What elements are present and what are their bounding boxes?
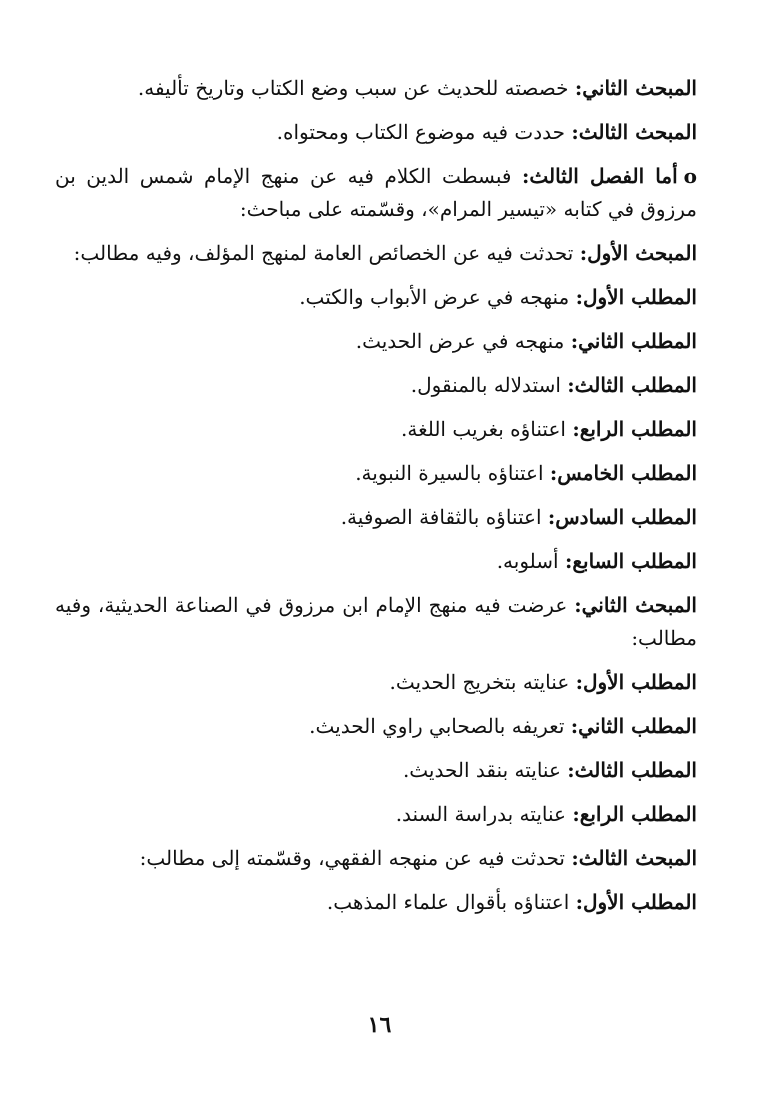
subsection-item bbox=[55, 798, 697, 831]
page-number: ١٦ bbox=[367, 1012, 392, 1038]
section-item bbox=[55, 237, 697, 270]
subsection-item bbox=[55, 369, 697, 402]
item-text: عنايته بتخريج الحديث. bbox=[389, 670, 570, 694]
subsection-item bbox=[55, 886, 697, 919]
item-text: فبسطت الكلام فيه عن منهج الإمام شمس الدين بن مرزوق في كتابه «تيسير المرام»، وقسّمته على مباحث: bbox=[55, 164, 697, 221]
chapter-item bbox=[55, 160, 697, 226]
item-heading: المطلب الخامس: bbox=[549, 461, 697, 485]
item-heading: المطلب السابع: bbox=[564, 549, 697, 573]
item-text: عنايته بنقد الحديث. bbox=[402, 758, 561, 782]
subsection-item bbox=[55, 281, 697, 314]
item-heading: المطلب الرابع: bbox=[572, 802, 697, 826]
item-heading: المطلب الثالث: bbox=[567, 373, 697, 397]
item-text: أسلوبه. bbox=[496, 549, 559, 573]
item-heading: المطلب الأول: bbox=[575, 890, 697, 914]
subsection-item bbox=[55, 413, 697, 446]
item-text: منهجه في عرض الحديث. bbox=[355, 329, 565, 353]
item-text: تحدثت فيه عن منهجه الفقهي، وقسّمته إلى مطالب: bbox=[139, 846, 565, 870]
item-heading: المبحث الثاني: bbox=[574, 593, 697, 617]
subsection-item bbox=[55, 325, 697, 358]
item-text: اعتناؤه بالسيرة النبوية. bbox=[355, 461, 544, 485]
item-heading: المطلب الرابع: bbox=[572, 417, 697, 441]
item-text: اعتناؤه بالثقافة الصوفية. bbox=[340, 505, 542, 529]
item-text: خصصته للحديث عن سبب وضع الكتاب وتاريخ تأليفه. bbox=[137, 76, 569, 100]
item-heading: المطلب الأول: bbox=[575, 670, 697, 694]
item-heading: المطلب السادس: bbox=[547, 505, 697, 529]
page-body bbox=[55, 72, 697, 930]
subsection-item bbox=[55, 754, 697, 787]
item-heading: أما الفصل الثالث: bbox=[521, 164, 678, 188]
item-text: استدلاله بالمنقول. bbox=[410, 373, 561, 397]
item-text: عنايته بدراسة السند. bbox=[395, 802, 566, 826]
item-heading: المبحث الأول: bbox=[579, 241, 697, 265]
subsection-item bbox=[55, 710, 697, 743]
item-heading: المبحث الثالث: bbox=[571, 120, 697, 144]
item-heading: المبحث الثالث: bbox=[571, 846, 697, 870]
section-item bbox=[55, 116, 697, 149]
item-heading: المطلب الثاني: bbox=[570, 329, 697, 353]
section-item bbox=[55, 589, 697, 655]
item-text: اعتناؤه بأقوال علماء المذهب. bbox=[326, 890, 570, 914]
item-text: عرضت فيه منهج الإمام ابن مرزوق في الصناعة الحديثية، وفيه مطالب: bbox=[55, 593, 697, 650]
item-heading: المطلب الثالث: bbox=[567, 758, 697, 782]
subsection-item bbox=[55, 501, 697, 534]
item-text: منهجه في عرض الأبواب والكتب. bbox=[299, 285, 570, 309]
item-text: تحدثت فيه عن الخصائص العامة لمنهج المؤلف، وفيه مطالب: bbox=[73, 241, 574, 265]
item-text: حددت فيه موضوع الكتاب ومحتواه. bbox=[276, 120, 565, 144]
subsection-item bbox=[55, 545, 697, 578]
section-item bbox=[55, 72, 697, 105]
section-item bbox=[55, 842, 697, 875]
subsection-item bbox=[55, 457, 697, 490]
item-text: اعتناؤه بغريب اللغة. bbox=[400, 417, 566, 441]
subsection-item bbox=[55, 666, 697, 699]
item-heading: المبحث الثاني: bbox=[574, 76, 697, 100]
bullet-icon: o bbox=[683, 164, 697, 188]
item-heading: المطلب الثاني: bbox=[570, 714, 697, 738]
item-text: تعريفه بالصحابي راوي الحديث. bbox=[309, 714, 565, 738]
item-heading: المطلب الأول: bbox=[575, 285, 697, 309]
